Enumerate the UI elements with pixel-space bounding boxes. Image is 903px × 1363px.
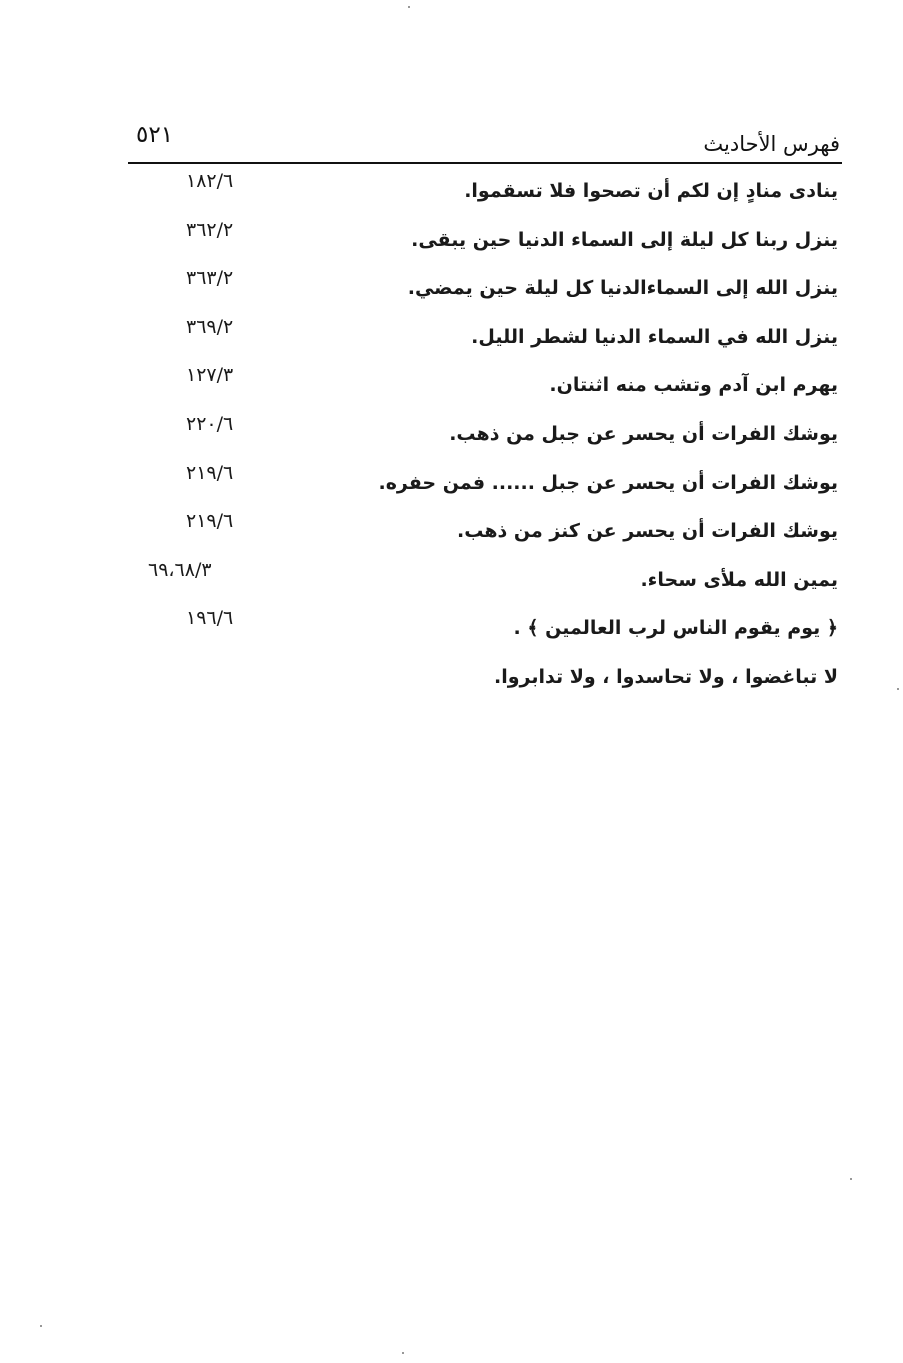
hadith-index-list bbox=[130, 166, 842, 701]
list-item bbox=[130, 409, 842, 458]
list-item bbox=[130, 360, 842, 409]
list-item bbox=[130, 215, 842, 264]
hadith-text: يهرم ابن آدم وتشب منه اثنتان. bbox=[549, 374, 838, 397]
hadith-text: ينادى منادٍ إن لكم أن تصحوا فلا تسقموا. bbox=[464, 180, 838, 202]
list-item bbox=[130, 652, 842, 701]
volume-page-reference: ٢١٩/٦ bbox=[186, 510, 234, 533]
volume-page-reference: ١٢٧/٣ bbox=[186, 364, 234, 387]
list-item bbox=[130, 603, 842, 652]
volume-page-reference: ٢٢٠/٦ bbox=[186, 412, 234, 435]
scan-speck bbox=[402, 1352, 404, 1354]
hadith-text: ﴿ يوم يقوم الناس لرب العالمين ﴾ . bbox=[513, 617, 838, 640]
index-title: فهرس الأحاديث bbox=[703, 132, 840, 156]
volume-page-reference: ٦٩،٦٨/٣ bbox=[148, 558, 212, 581]
volume-page-reference: ٣٦٩/٢ bbox=[186, 315, 234, 338]
scan-speck bbox=[40, 1325, 42, 1327]
list-item bbox=[130, 166, 842, 215]
list-item bbox=[130, 312, 842, 361]
volume-page-reference: ٢١٩/٦ bbox=[186, 461, 234, 484]
list-item bbox=[130, 555, 842, 604]
list-item bbox=[130, 263, 842, 312]
list-item bbox=[130, 506, 842, 555]
page-header bbox=[128, 118, 842, 164]
hadith-text: ينزل الله إلى السماءالدنيا كل ليلة حين يمضي. bbox=[407, 277, 838, 300]
volume-page-reference: ٣٦٣/٢ bbox=[186, 267, 234, 290]
hadith-text: يوشك الفرات أن يحسر عن كنز من ذهب. bbox=[456, 520, 838, 543]
volume-page-reference: ٣٦٢/٢ bbox=[186, 218, 234, 241]
hadith-text: يوشك الفرات أن يحسر عن جبل من ذهب. bbox=[449, 422, 838, 445]
hadith-text: لا تباغضوا ، ولا تحاسدوا ، ولا تدابروا. bbox=[493, 665, 838, 688]
hadith-text: يمين الله ملأى سحاء. bbox=[640, 568, 838, 591]
hadith-text: ينزل الله في السماء الدنيا لشطر الليل. bbox=[471, 325, 838, 348]
scan-speck bbox=[850, 1178, 852, 1180]
scan-speck bbox=[408, 6, 410, 8]
hadith-text: ينزل ربنا كل ليلة إلى السماء الدنيا حين يبقى. bbox=[411, 228, 838, 251]
list-item bbox=[130, 458, 842, 507]
hadith-text: يوشك الفرات أن يحسر عن جبل ...... فمن حفره. bbox=[378, 471, 838, 494]
volume-page-reference: ١٨٢/٦ bbox=[186, 170, 234, 192]
volume-page-reference: ١٩٦/٦ bbox=[186, 607, 234, 630]
scan-speck bbox=[897, 688, 899, 690]
page-number: ٥٢١ bbox=[136, 122, 174, 148]
